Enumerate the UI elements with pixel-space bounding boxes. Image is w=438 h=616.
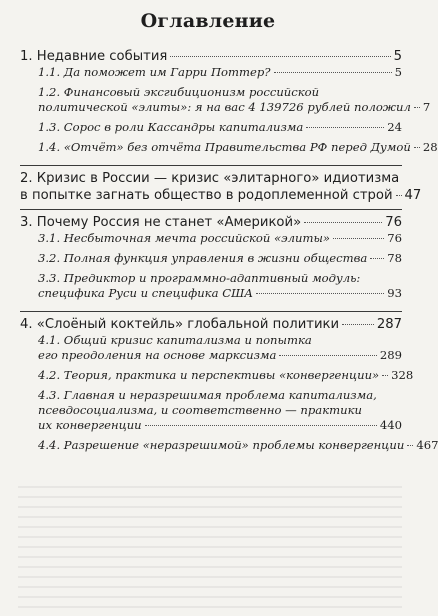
toc-subsection[interactable] xyxy=(20,251,402,266)
page-number: 93 xyxy=(387,286,402,300)
toc-entry-text: в попытке загнать общество в родоплеменной строй xyxy=(20,188,393,203)
page-number: 76 xyxy=(385,215,402,230)
table-of-contents xyxy=(20,48,438,458)
toc-subsection[interactable] xyxy=(20,120,402,135)
dot-leader xyxy=(414,147,420,148)
page-number: 467 xyxy=(416,438,438,452)
toc-entry-text: 1.4. «Отчёт» без отчёта Правительства РФ перед Думой xyxy=(38,140,411,154)
dot-leader xyxy=(370,258,384,259)
toc-chapter[interactable] xyxy=(20,214,402,231)
toc-entry-text: 1.3. Сорос в роли Кассандры капитализма xyxy=(38,120,304,134)
section-divider xyxy=(20,209,402,210)
page-number: 289 xyxy=(379,348,402,362)
page-number: 7 xyxy=(422,100,431,114)
toc-entry-text: 3. Почему Россия не станет «Америкой» xyxy=(20,215,302,230)
dot-leader xyxy=(279,355,376,356)
toc-subsection[interactable] xyxy=(20,85,431,115)
toc-subsection[interactable] xyxy=(20,231,402,246)
dot-leader xyxy=(342,324,374,325)
toc-entry-text: 4.1. Общий кризис капитализма и попытка xyxy=(38,333,312,347)
toc-entry-text: 4.2. Теория, практика и перспективы «конвергенции» xyxy=(38,368,380,382)
toc-entry-text: 4.3. Главная и неразрешимая проблема капитализма, xyxy=(38,388,377,402)
section-divider xyxy=(20,311,402,312)
dot-leader xyxy=(145,425,377,426)
section-divider xyxy=(20,165,402,166)
toc-chapter[interactable] xyxy=(20,316,402,333)
dot-leader xyxy=(274,72,392,73)
page-number: 47 xyxy=(404,188,422,203)
toc-entry-text: 3.1. Несбыточная мечта российской «элиты» xyxy=(38,231,331,245)
toc-entry-text: 3.3. Предиктор и программно-адаптивный модуль: xyxy=(38,271,361,285)
page-number: 28 xyxy=(422,140,438,154)
dot-leader xyxy=(414,107,420,108)
toc-chapter[interactable] xyxy=(20,170,422,204)
dot-leader xyxy=(396,195,402,196)
toc-entry-text: 1.1. Да поможет им Гарри Поттер? xyxy=(38,65,271,79)
dot-leader xyxy=(304,222,382,223)
toc-subsection[interactable] xyxy=(20,65,402,80)
bleed-through-text xyxy=(18,478,402,610)
toc-entry-text: его преодоления на основе марксизма xyxy=(38,348,277,362)
dot-leader xyxy=(256,293,384,294)
page-number: 440 xyxy=(379,418,402,432)
toc-entry-text: 4. «Слоёный коктейль» глобальной политики xyxy=(20,317,340,332)
page-number: 76 xyxy=(387,231,402,245)
toc-entry-text: 1.2. Финансовый эксгибиционизм российской xyxy=(38,85,320,99)
toc-entry-text: 4.4. Разрешение «неразрешимой» проблемы конвергенции xyxy=(38,438,405,452)
toc-entry-text: 2. Кризис в России — кризис «элитарного» идиотизма xyxy=(20,171,400,186)
page-number: 5 xyxy=(394,65,402,79)
page-title: Оглавление xyxy=(140,10,276,32)
dot-leader xyxy=(407,445,413,446)
toc-entry-text: 1. Недавние события xyxy=(20,49,168,64)
dot-leader xyxy=(333,238,384,239)
page-number: 78 xyxy=(387,251,402,265)
toc-chapter[interactable] xyxy=(20,48,402,65)
toc-entry-text: псевдосоциализма, и соответственно — практики xyxy=(38,403,362,417)
toc-subsection[interactable] xyxy=(20,271,402,301)
toc-entry-text: 3.2. Полная функция управления в жизни общества xyxy=(38,251,368,265)
toc-subsection[interactable] xyxy=(20,388,402,433)
toc-entry-text: их конвергенции xyxy=(38,418,142,432)
page-number: 24 xyxy=(387,120,402,134)
dot-leader xyxy=(382,375,388,376)
page-number: 287 xyxy=(376,317,402,332)
dot-leader xyxy=(306,127,384,128)
toc-entry-text: специфика Руси и специфика США xyxy=(38,286,254,300)
dot-leader xyxy=(170,56,390,57)
toc-subsection[interactable] xyxy=(20,333,402,363)
toc-subsection[interactable] xyxy=(20,140,438,155)
toc-subsection[interactable] xyxy=(20,368,414,383)
page-number: 5 xyxy=(393,49,402,64)
page-number: 328 xyxy=(391,368,414,382)
toc-entry-text: политической «элиты»: я на вас 4 139726 рублей положил xyxy=(38,100,411,114)
toc-subsection[interactable] xyxy=(20,438,438,453)
